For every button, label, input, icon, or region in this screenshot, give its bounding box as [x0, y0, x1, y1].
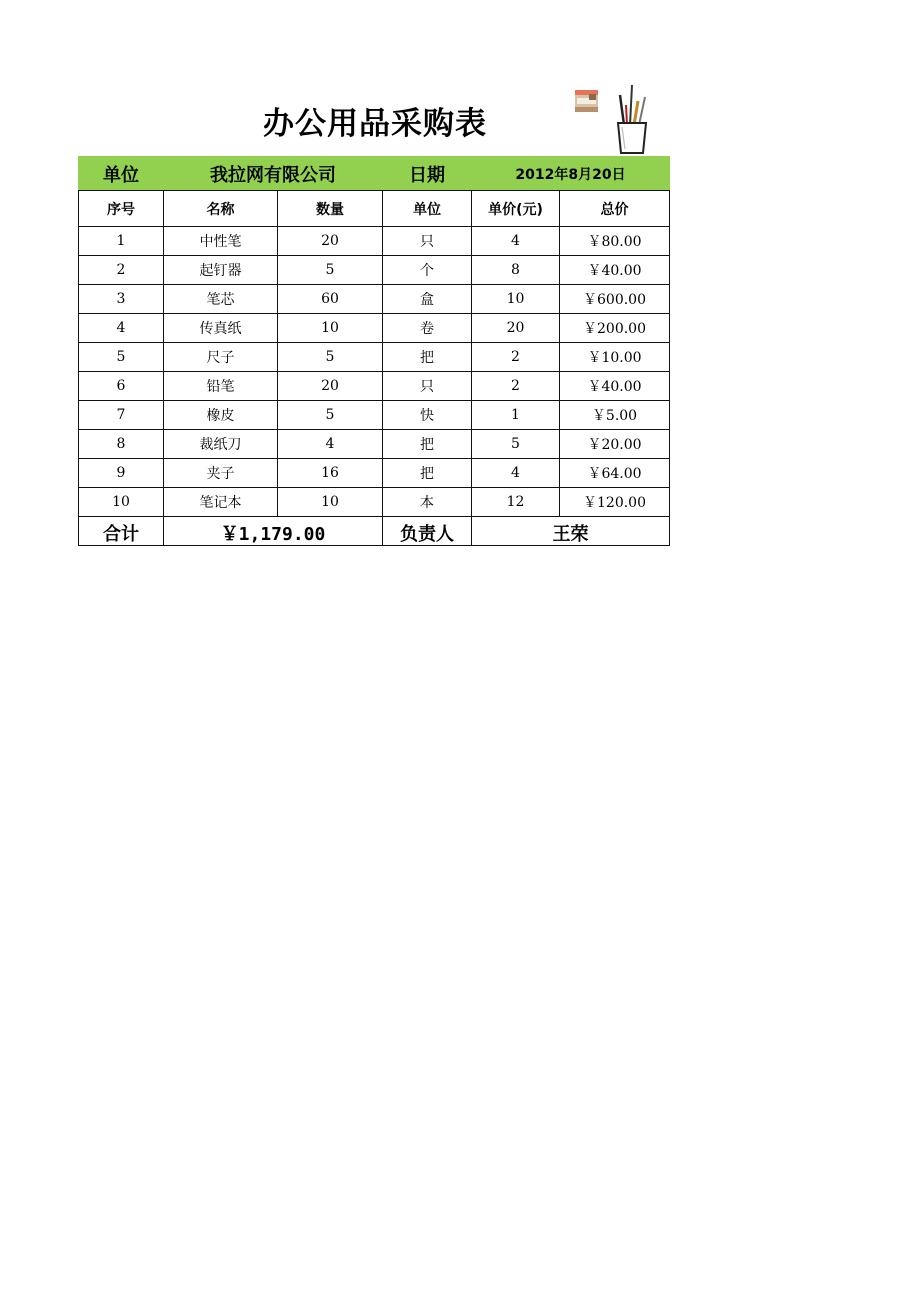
cell-no: 7 [79, 401, 164, 430]
table-row [79, 343, 670, 372]
cell-price: 10 [472, 285, 560, 314]
table-row [79, 430, 670, 459]
cell-unit: 只 [383, 372, 472, 401]
cell-total: ￥200.00 [560, 314, 670, 343]
cell-no: 4 [79, 314, 164, 343]
company-name: 我拉网有限公司 [164, 157, 383, 191]
cell-no: 1 [79, 227, 164, 256]
total-label: 合计 [79, 517, 164, 546]
total-amount: ￥1,179.00 [164, 517, 383, 546]
cell-unit: 把 [383, 430, 472, 459]
sheet-title: 办公用品采购表 [263, 106, 487, 142]
column-header-row [79, 191, 670, 227]
cell-qty: 60 [278, 285, 383, 314]
table-row [79, 256, 670, 285]
table-row [79, 227, 670, 256]
cell-no: 6 [79, 372, 164, 401]
cell-no: 9 [79, 459, 164, 488]
cell-qty: 20 [278, 227, 383, 256]
cell-name: 尺子 [164, 343, 278, 372]
table-row [79, 372, 670, 401]
cell-unit: 盒 [383, 285, 472, 314]
cell-name: 笔芯 [164, 285, 278, 314]
cell-total: ￥10.00 [560, 343, 670, 372]
cell-name: 起钉器 [164, 256, 278, 285]
cell-no: 5 [79, 343, 164, 372]
cell-qty: 4 [278, 430, 383, 459]
cell-name: 铅笔 [164, 372, 278, 401]
clip-icon [575, 90, 598, 112]
cell-name: 裁纸刀 [164, 430, 278, 459]
cell-no: 8 [79, 430, 164, 459]
column-header: 总价 [560, 191, 670, 227]
unit-label: 单位 [79, 157, 164, 191]
cell-total: ￥40.00 [560, 372, 670, 401]
cell-total: ￥64.00 [560, 459, 670, 488]
cell-total: ￥80.00 [560, 227, 670, 256]
column-header: 名称 [164, 191, 278, 227]
cell-name: 笔记本 [164, 488, 278, 517]
cell-no: 2 [79, 256, 164, 285]
table-row [79, 459, 670, 488]
cell-price: 2 [472, 343, 560, 372]
cell-unit: 本 [383, 488, 472, 517]
cell-unit: 把 [383, 459, 472, 488]
cell-total: ￥40.00 [560, 256, 670, 285]
cell-qty: 5 [278, 256, 383, 285]
cell-no: 10 [79, 488, 164, 517]
cell-qty: 20 [278, 372, 383, 401]
cell-price: 4 [472, 459, 560, 488]
cell-name: 中性笔 [164, 227, 278, 256]
date-value: 2012年8月20日 [472, 157, 670, 191]
cell-price: 8 [472, 256, 560, 285]
cell-price: 20 [472, 314, 560, 343]
cell-name: 传真纸 [164, 314, 278, 343]
pencil-cup-icon [612, 83, 652, 155]
purchase-table [78, 156, 670, 546]
column-header: 数量 [278, 191, 383, 227]
cell-total: ￥5.00 [560, 401, 670, 430]
cell-qty: 10 [278, 314, 383, 343]
cell-name: 橡皮 [164, 401, 278, 430]
cell-total: ￥20.00 [560, 430, 670, 459]
cell-no: 3 [79, 285, 164, 314]
total-row [79, 517, 670, 546]
cell-total: ￥600.00 [560, 285, 670, 314]
table-row [79, 285, 670, 314]
cell-qty: 5 [278, 343, 383, 372]
manager-label: 负责人 [383, 517, 472, 546]
cell-unit: 把 [383, 343, 472, 372]
date-label: 日期 [383, 157, 472, 191]
table-row [79, 488, 670, 517]
cell-qty: 16 [278, 459, 383, 488]
column-header: 单价(元) [472, 191, 560, 227]
table-row [79, 314, 670, 343]
cell-unit: 个 [383, 256, 472, 285]
cell-unit: 只 [383, 227, 472, 256]
cell-price: 2 [472, 372, 560, 401]
column-header: 序号 [79, 191, 164, 227]
cell-price: 4 [472, 227, 560, 256]
cell-price: 5 [472, 430, 560, 459]
cell-unit: 快 [383, 401, 472, 430]
cell-name: 夹子 [164, 459, 278, 488]
cell-total: ￥120.00 [560, 488, 670, 517]
table-row [79, 401, 670, 430]
cell-qty: 10 [278, 488, 383, 517]
cell-price: 12 [472, 488, 560, 517]
column-header: 单位 [383, 191, 472, 227]
info-row [79, 157, 670, 191]
cell-qty: 5 [278, 401, 383, 430]
cell-price: 1 [472, 401, 560, 430]
cell-unit: 卷 [383, 314, 472, 343]
manager-name: 王荣 [472, 517, 670, 546]
